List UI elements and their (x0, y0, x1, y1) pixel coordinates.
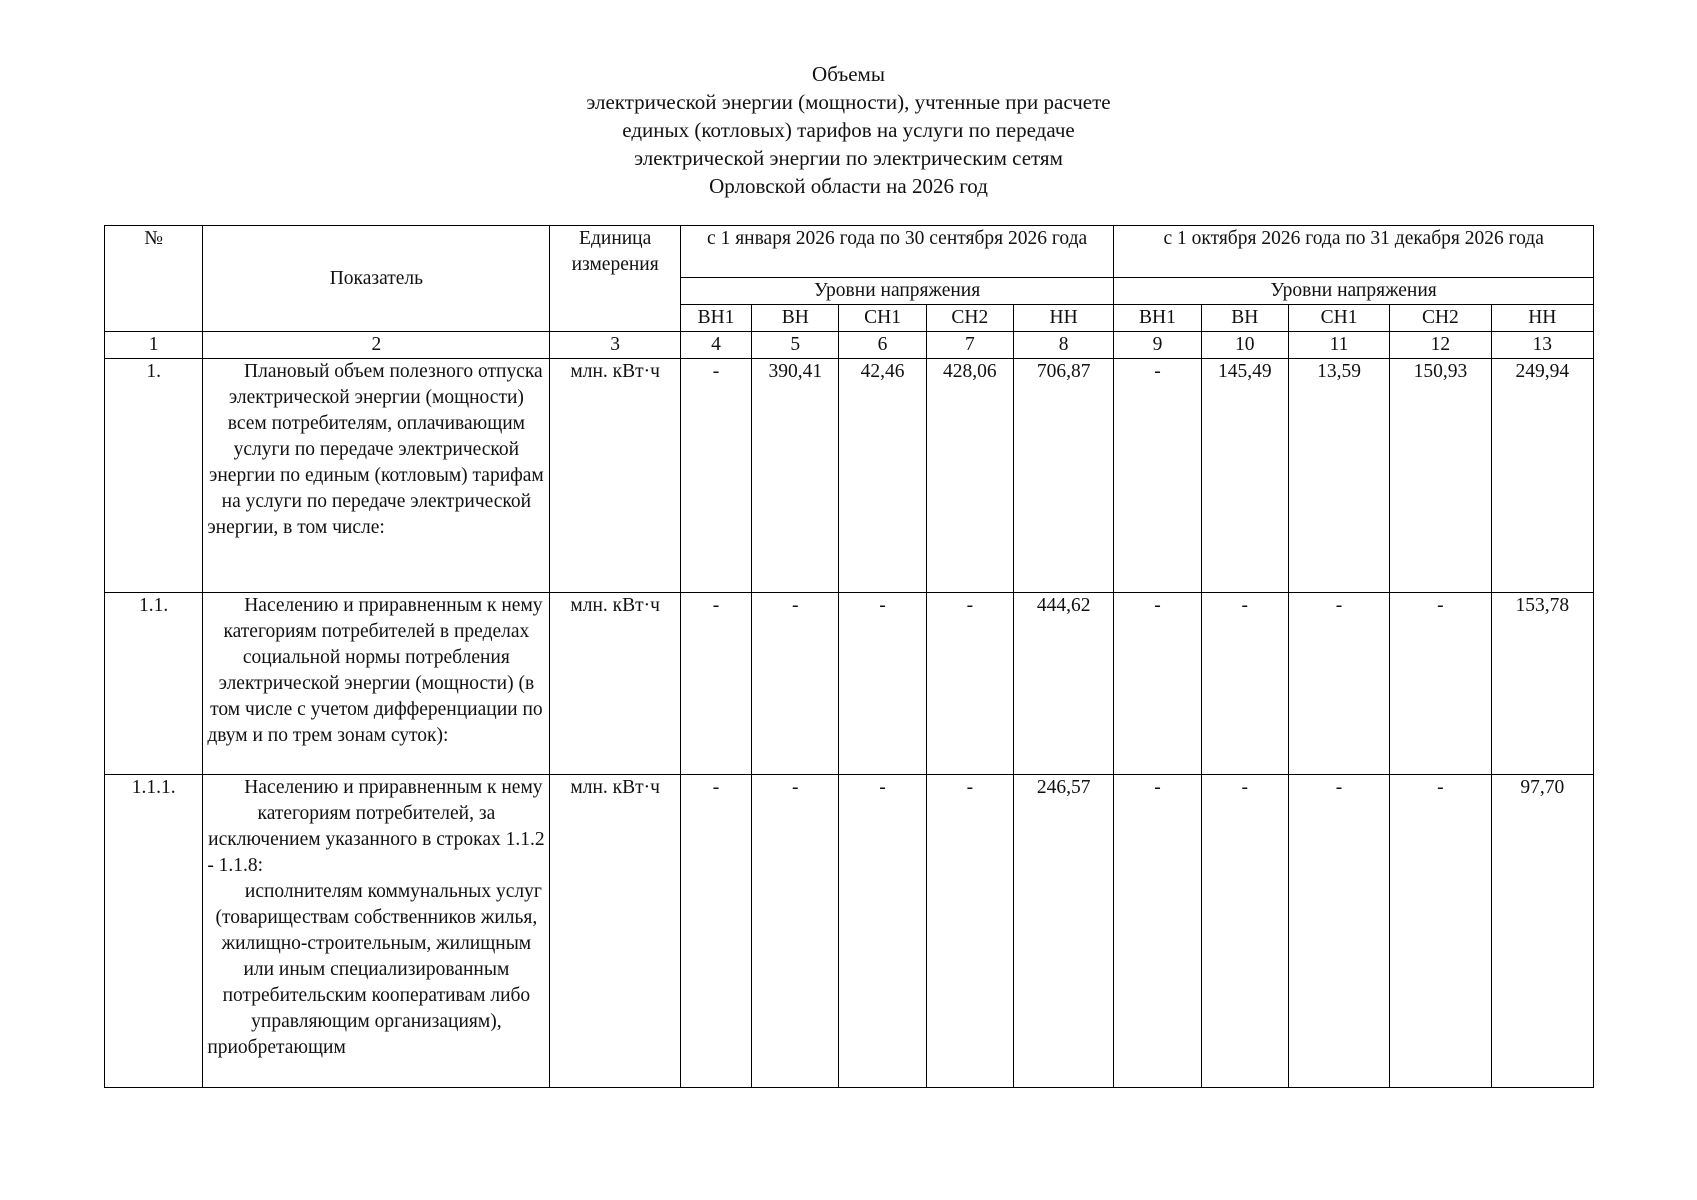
column-index: 13 (1491, 332, 1593, 359)
volumes-table (104, 225, 1594, 1088)
row-value: - (1390, 593, 1491, 775)
row-indicator-text: Населению и приравненным к нему категориям потребителей, за исключением указанного в строках 1.1.2 - 1.1.8: (207, 777, 545, 876)
header-voltage-levels: Уровни напряжения (680, 278, 1113, 305)
row-indicator-text: Населению и приравненным к нему категориям потребителей в пределах социальной нормы потребления электрической энергии (мощности) (в том числе с учетом дифференциации по двум и по трем зонам суток): (207, 595, 543, 746)
column-index: 11 (1288, 332, 1389, 359)
row-num: 1.1. (105, 593, 203, 775)
row-value: 444,62 (1013, 593, 1113, 775)
row-value: - (1114, 359, 1201, 593)
column-index: 12 (1390, 332, 1491, 359)
column-index: 8 (1013, 332, 1113, 359)
row-value: - (1201, 593, 1288, 775)
row-value: - (926, 775, 1013, 1088)
row-value: 145,49 (1201, 359, 1288, 593)
row-value: - (1114, 775, 1201, 1088)
title-line: электрической энергии по электрическим сетям (634, 146, 1063, 170)
row-value: 13,59 (1288, 359, 1389, 593)
header-level: ВН (752, 305, 839, 332)
header-level: СН2 (1390, 305, 1491, 332)
document-title (0, 60, 1697, 200)
row-indicator-text: исполнителям коммунальных услуг (товариществам собственников жилья, жилищно-строительным, жилищным или иным специализированным потребительским кооперативам либо управляющим организациям), приобретающим (207, 881, 542, 1058)
column-index: 2 (203, 332, 550, 359)
row-value: - (1390, 775, 1491, 1088)
header-voltage-levels: Уровни напряжения (1114, 278, 1594, 305)
header-indicator: Показатель (203, 226, 550, 332)
row-indicator (203, 593, 550, 775)
row-unit: млн. кВт·ч (550, 359, 680, 593)
row-value: - (1288, 593, 1389, 775)
header-period-2: с 1 октября 2026 года по 31 декабря 2026 года (1114, 226, 1594, 278)
header-level: СН1 (1288, 305, 1389, 332)
row-unit: млн. кВт·ч (550, 593, 680, 775)
title-line: единых (котловых) тарифов на услуги по передаче (622, 118, 1075, 142)
row-unit: млн. кВт·ч (550, 775, 680, 1088)
row-value: - (839, 593, 926, 775)
row-value: - (926, 593, 1013, 775)
row-value: 428,06 (926, 359, 1013, 593)
column-index: 3 (550, 332, 680, 359)
row-value: 97,70 (1491, 775, 1593, 1088)
row-value: - (752, 593, 839, 775)
row-indicator-text: Плановый объем полезного отпуска электрической энергии (мощности) всем потребителям, оплачивающим услуги по передаче электрической энергии по единым (котловым) тарифам на услуги по передаче электрической энергии, в том числе: (207, 361, 544, 538)
column-index-row (105, 332, 1594, 359)
column-index: 4 (680, 332, 751, 359)
table-row (105, 593, 1594, 775)
header-level: СН1 (839, 305, 926, 332)
row-num: 1.1.1. (105, 775, 203, 1088)
title-line: Орловской области на 2026 год (709, 174, 988, 198)
row-value: - (1114, 593, 1201, 775)
table-row (105, 359, 1594, 593)
row-value: - (680, 775, 751, 1088)
row-value: 390,41 (752, 359, 839, 593)
column-index: 6 (839, 332, 926, 359)
row-num: 1. (105, 359, 203, 593)
column-index: 7 (926, 332, 1013, 359)
row-value: 246,57 (1013, 775, 1113, 1088)
title-line: электрической энергии (мощности), учтенные при расчете (586, 90, 1111, 114)
header-period-1: с 1 января 2026 года по 30 сентября 2026 года (680, 226, 1113, 278)
header-level: СН2 (926, 305, 1013, 332)
row-indicator (203, 359, 550, 593)
header-level: ВН1 (680, 305, 751, 332)
column-index: 9 (1114, 332, 1201, 359)
row-value: 150,93 (1390, 359, 1491, 593)
header-level: НН (1013, 305, 1113, 332)
table-row (105, 775, 1594, 1088)
row-value: 153,78 (1491, 593, 1593, 775)
column-index: 5 (752, 332, 839, 359)
row-value: - (839, 775, 926, 1088)
row-value: - (680, 359, 751, 593)
row-value: 249,94 (1491, 359, 1593, 593)
header-num: № (105, 226, 203, 332)
row-value: 706,87 (1013, 359, 1113, 593)
header-level: ВН1 (1114, 305, 1201, 332)
row-value: - (680, 593, 751, 775)
column-index: 10 (1201, 332, 1288, 359)
row-value: - (1201, 775, 1288, 1088)
row-value: - (752, 775, 839, 1088)
header-level: ВН (1201, 305, 1288, 332)
header-level: НН (1491, 305, 1593, 332)
header-unit: Единица измерения (550, 226, 680, 332)
column-index: 1 (105, 332, 203, 359)
row-value: - (1288, 775, 1389, 1088)
header-row (105, 226, 1594, 278)
row-value: 42,46 (839, 359, 926, 593)
title-line: Объемы (812, 62, 885, 86)
row-indicator (203, 775, 550, 1088)
